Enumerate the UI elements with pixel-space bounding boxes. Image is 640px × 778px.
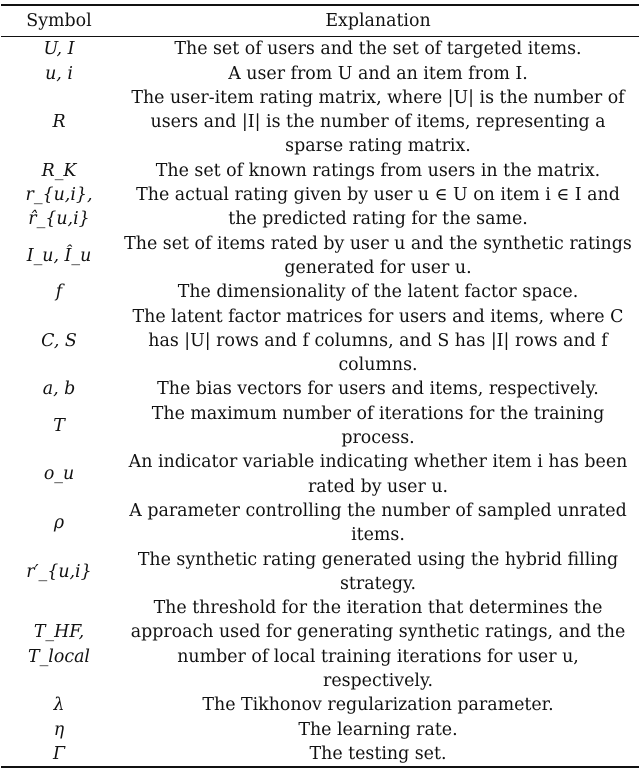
symbol-cell: f	[55, 282, 63, 303]
table-row	[1, 232, 639, 281]
symbol-cell: r_{u,i}, r̂_{u,i}	[25, 185, 93, 230]
symbol-cell: r′_{u,i}	[26, 561, 92, 582]
table-row	[1, 62, 639, 86]
table-row	[1, 596, 639, 693]
table-row	[1, 499, 639, 548]
symbol-cell: C, S	[41, 330, 77, 351]
table-row	[1, 718, 639, 742]
explanation-cell: The maximum number of iterations for the training process.	[151, 403, 605, 449]
symbol-cell: T_HF, T_local	[28, 622, 90, 667]
table-row	[1, 280, 639, 304]
symbol-cell: T	[53, 415, 65, 436]
table-row	[1, 377, 639, 401]
explanation-cell: The set of known ratings from users in the matrix.	[155, 160, 601, 181]
explanation-cell: The synthetic rating generated using the hybrid filling strategy.	[137, 549, 619, 594]
table-row	[1, 86, 639, 159]
table-row	[1, 450, 639, 499]
explanation-cell: The testing set.	[117, 742, 639, 767]
table-row	[1, 183, 639, 232]
symbol-cell: U, I	[43, 39, 75, 60]
table-row	[1, 159, 639, 183]
explanation-cell: An indicator variable indicating whether item i has been rated by user u.	[128, 452, 628, 497]
explanation-cell: The bias vectors for users and items, respectively.	[157, 379, 599, 400]
symbol-cell: R_K	[41, 160, 77, 181]
symbol-cell: λ	[53, 695, 65, 716]
header-symbol: Symbol	[1, 6, 117, 37]
symbol-cell: R	[52, 112, 66, 133]
symbol-cell: o_u	[43, 464, 75, 485]
explanation-cell: The dimensionality of the latent factor space.	[177, 282, 579, 303]
table-row	[1, 37, 639, 62]
explanation-cell: The user-item rating matrix, where |U| is the number of users and |I| is the number of items, representing a sparse rating matrix.	[131, 87, 625, 157]
table-row	[1, 402, 639, 451]
notation-table	[1, 6, 639, 768]
symbol-cell: ρ	[53, 513, 65, 534]
explanation-cell: The Tikhonov regularization parameter.	[202, 695, 554, 716]
symbol-cell: η	[53, 719, 65, 740]
explanation-cell: The set of users and the set of targeted items.	[174, 39, 582, 60]
header-row	[1, 6, 639, 37]
table-row	[1, 548, 639, 597]
table-row	[1, 742, 639, 767]
explanation-cell: The learning rate.	[298, 719, 458, 740]
table-row	[1, 693, 639, 717]
explanation-cell: The threshold for the iteration that determines the approach used for generating synthetic ratings, and the number of local training iterations for user u, respectively.	[130, 598, 626, 692]
explanation-cell: The set of items rated by user u and the synthetic ratings generated for user u.	[124, 233, 632, 278]
symbol-cell: Γ	[1, 742, 117, 767]
symbol-cell: a, b	[42, 379, 76, 400]
explanation-cell: The actual rating given by user u ∈ U on item i ∈ I and the predicted rating for the same.	[136, 185, 620, 230]
table-row	[1, 305, 639, 378]
explanation-cell: A parameter controlling the number of sampled unrated items.	[129, 500, 627, 546]
explanation-cell: A user from U and an item from I.	[228, 63, 528, 84]
symbol-cell: u, i	[45, 63, 73, 84]
symbol-cell: I_u, Î_u	[26, 245, 92, 266]
header-explanation: Explanation	[117, 6, 639, 37]
explanation-cell: The latent factor matrices for users and items, where C has |U| rows and f columns, and S has |I| rows and f columns.	[132, 306, 624, 376]
